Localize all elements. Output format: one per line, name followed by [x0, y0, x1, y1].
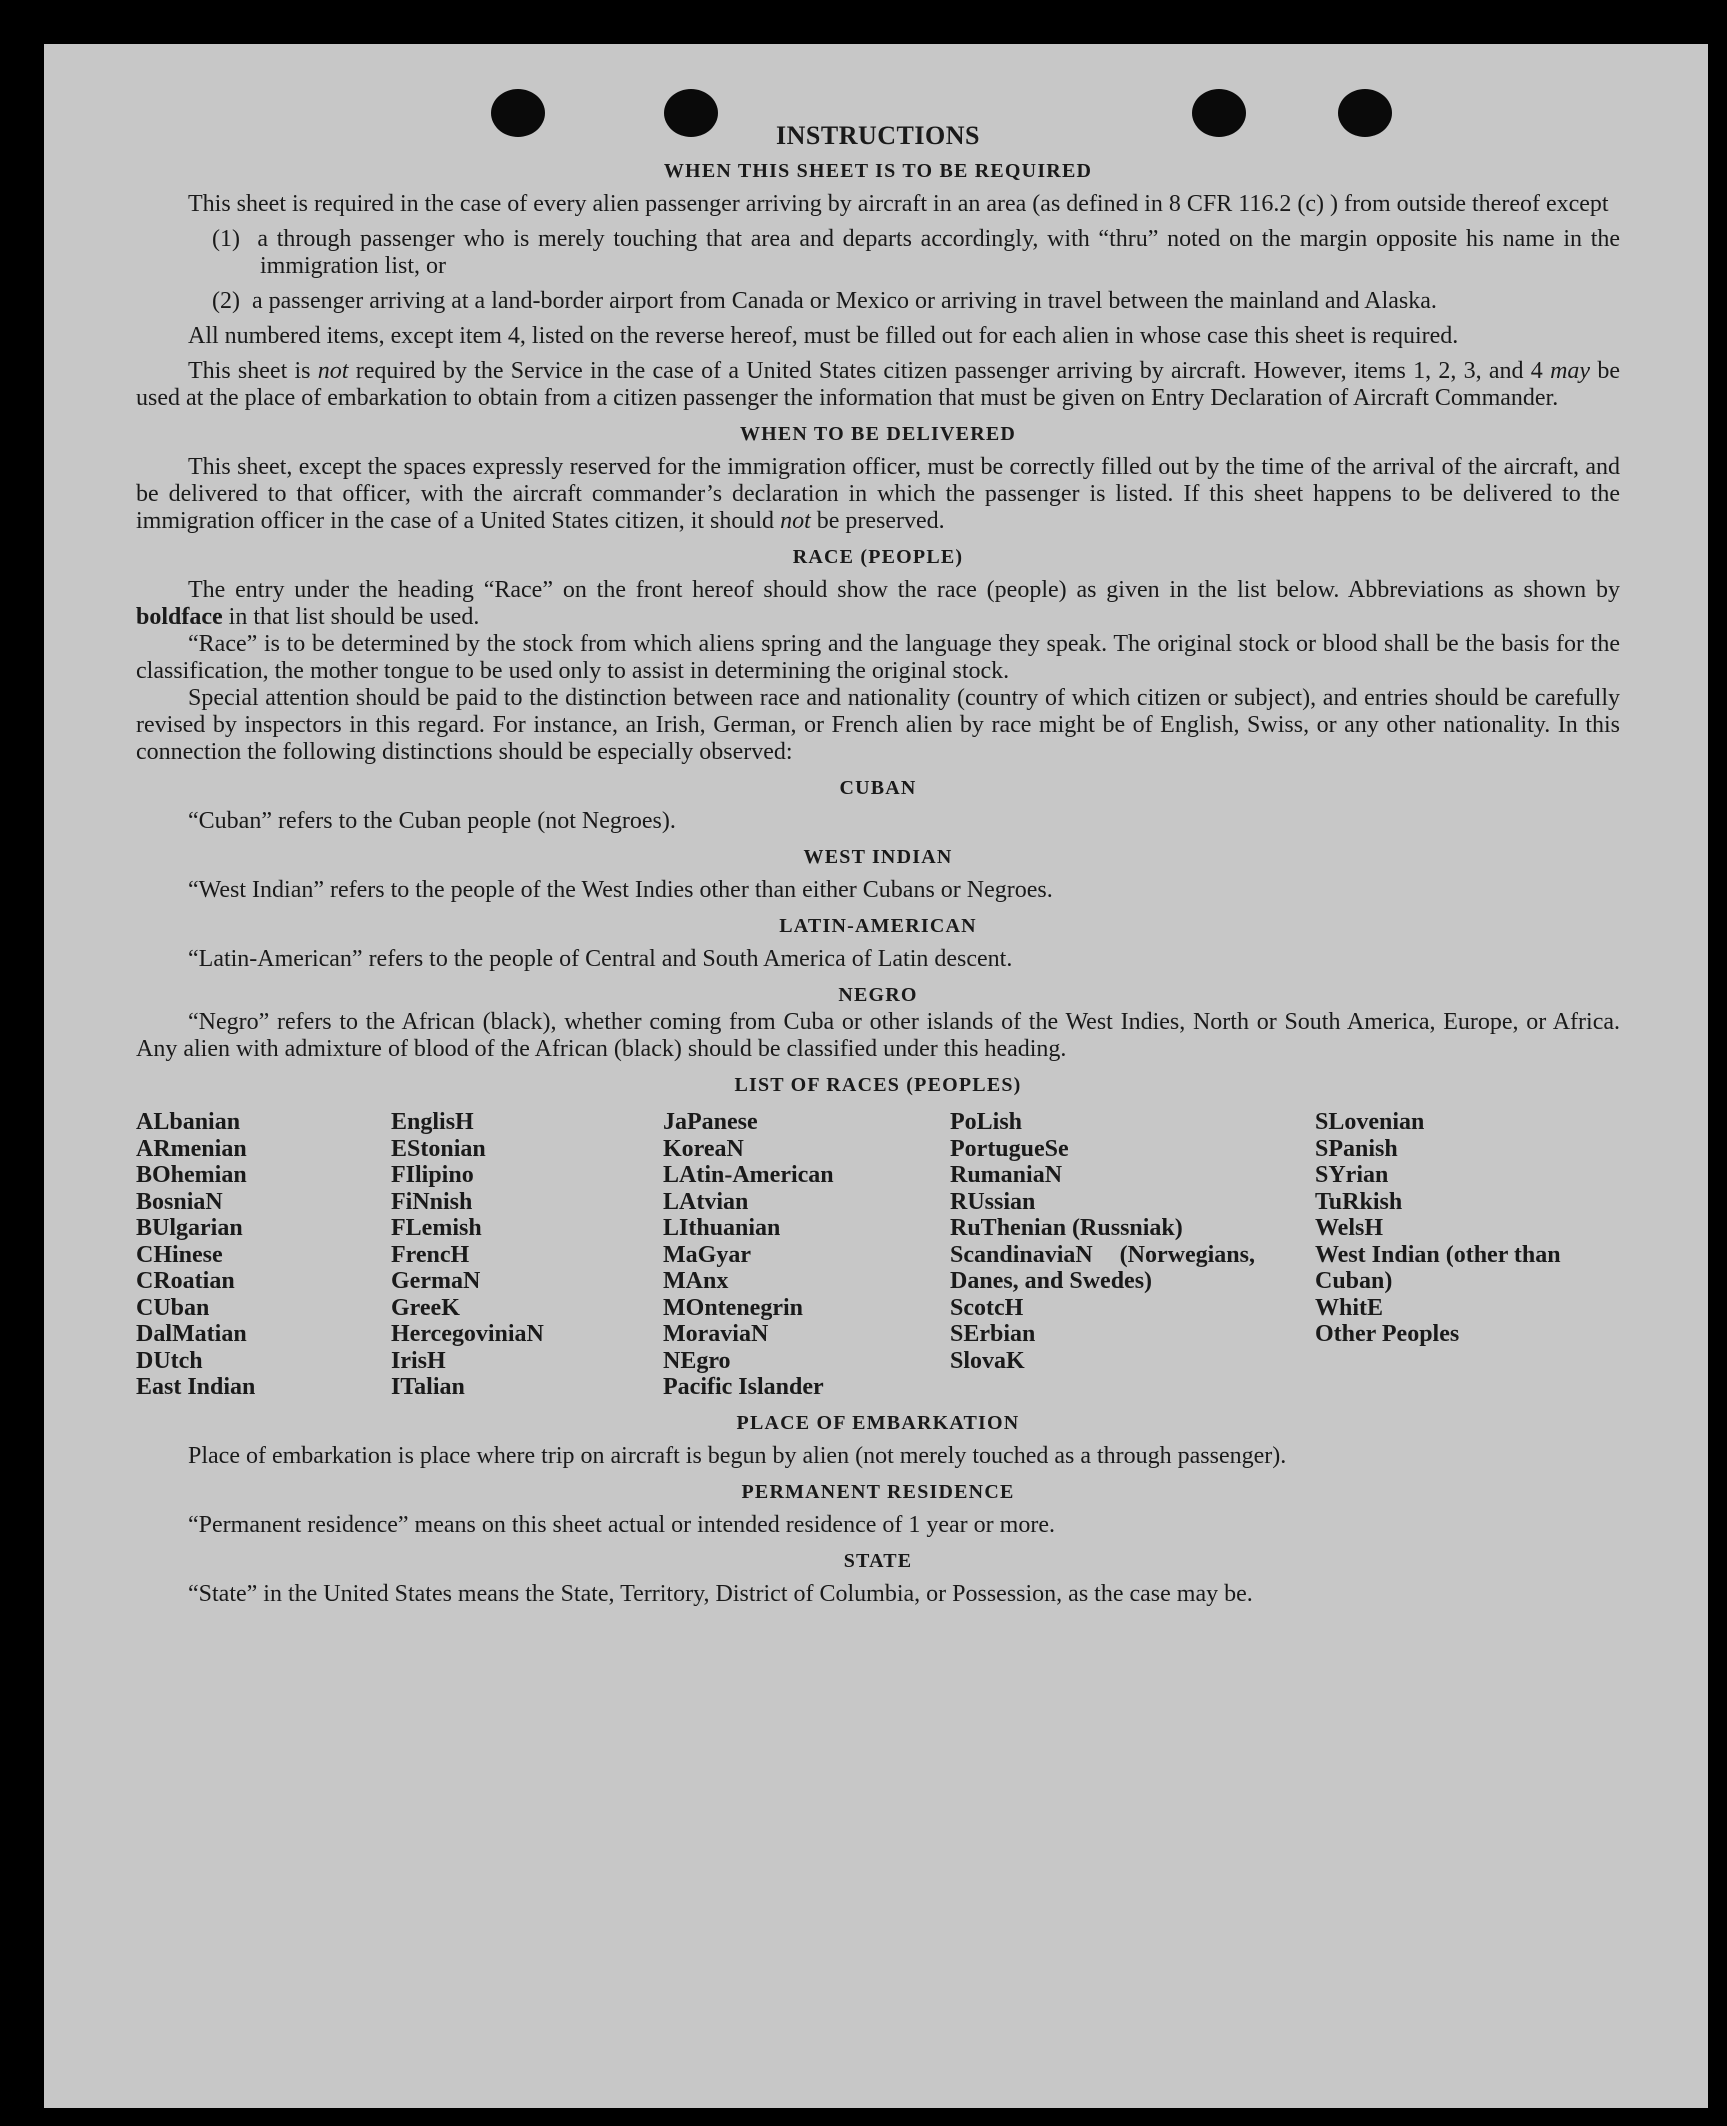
- list-item: DUtch: [136, 1347, 203, 1374]
- list-item: BosniaN: [136, 1188, 223, 1215]
- list-item: RumaniaN: [950, 1162, 1063, 1188]
- list-item: FrencH: [391, 1241, 470, 1268]
- section-heading-cuban: CUBAN: [839, 777, 917, 799]
- list-item: NEgro: [663, 1347, 731, 1374]
- list-item: EnglisH: [391, 1109, 474, 1135]
- list-item: HercegoviniaN: [391, 1321, 544, 1347]
- list-item: PortugueSe: [950, 1135, 1069, 1162]
- paragraph-west-indian: “West Indian” refers to the people of the West Indies other than either Cubans or Negroes.: [188, 877, 1053, 903]
- paragraph-embarkation: Place of embarkation is place where trip on aircraft is begun by alien (not merely touched as a through passenger).: [188, 1442, 1287, 1469]
- list-item: BOhemian: [136, 1162, 247, 1188]
- page-title: INSTRUCTIONS: [776, 121, 980, 150]
- list-item: GermaN: [391, 1268, 481, 1294]
- list-item: LAtin-American: [663, 1162, 834, 1188]
- paragraph-citizen: This sheet is not required by the Service in the case of a United States citizen passenger arriving by aircraft. However, items 1, 2, 3, and 4 may be used at the place of embarkation to obtain from a citizen passenger the information that must be given on Entry Declaration of Aircraft Commander.: [136, 358, 1620, 411]
- section-heading-permanent-residence: PERMANENT RESIDENCE: [741, 1480, 1015, 1503]
- paragraph-cuban: “Cuban” refers to the Cuban people (not Negroes).: [188, 808, 676, 834]
- list-item: SLovenian: [1315, 1109, 1425, 1135]
- list-item: FIlipino: [391, 1162, 474, 1188]
- section-heading-latin-american: LATIN-AMERICAN: [779, 915, 977, 937]
- list-item: KoreaN: [663, 1135, 744, 1162]
- list-item: WelsH: [1315, 1215, 1384, 1241]
- paragraph-state: “State” in the United States means the State, Territory, District of Columbia, or Possession, as the case may be.: [188, 1580, 1253, 1607]
- list-item: West Indian (other than Cuban): [1315, 1241, 1561, 1294]
- list-item: BUlgarian: [136, 1215, 243, 1241]
- paragraph-latin-american: “Latin-American” refers to the people of Central and South America of Latin descent.: [188, 946, 1013, 972]
- section-heading-required: WHEN THIS SHEET IS TO BE REQUIRED: [663, 160, 1093, 182]
- list-item: ScandinaviaN (Norwegians, Danes, and Swedes): [950, 1241, 1255, 1294]
- list-item: East Indian: [136, 1374, 256, 1400]
- list-item: ALbanian: [136, 1109, 241, 1135]
- list-item: WhitE: [1315, 1294, 1384, 1321]
- list-item: ARmenian: [136, 1135, 247, 1162]
- list-item: ITalian: [391, 1374, 465, 1400]
- list-item: CHinese: [136, 1241, 223, 1268]
- races-column-5: [1315, 1109, 1615, 1401]
- instructions-content: [136, 122, 1620, 1616]
- list-item: GreeK: [391, 1294, 460, 1321]
- paragraph-race-entry: The entry under the heading “Race” on the front hereof should show the race (people) as given in the list below. Abbreviations as shown by boldface in that list should be used.: [136, 577, 1620, 630]
- paragraph-race-nationality: Special attention should be paid to the distinction between race and nationality (country of which citizen or subject), and entries should be carefully revised by inspectors in this regard. For instance, an Irish, German, or French alien by race might be of English, Swiss, or any other nationality. In this connection the following distinctions should be especially observed:: [136, 685, 1620, 765]
- paragraph-delivered: This sheet, except the spaces expressly reserved for the immigration officer, must be correctly filled out by the time of the arrival of the aircraft, and be delivered to that officer, with the aircraft commander’s declaration in which the passenger is listed. If this sheet happens to be delivered to the immigration officer in the case of a United States citizen, it should not be preserved.: [136, 454, 1620, 534]
- list-item: MOntenegrin: [663, 1294, 803, 1321]
- list-item: SlovaK: [950, 1347, 1025, 1374]
- list-item: JaPanese: [663, 1109, 758, 1135]
- paragraph-negro: “Negro” refers to the African (black), whether coming from Cuba or other islands of the West Indies, North or South America, Europe, or Africa. Any alien with admixture of blood of the African (black) should be classified under this heading.: [136, 1009, 1620, 1062]
- list-item: LAtvian: [663, 1188, 749, 1215]
- races-column-1: [136, 1109, 391, 1401]
- paragraph-numbered-items: All numbered items, except item 4, listed on the reverse hereof, must be filled out for each alien in whose case this sheet is required.: [188, 323, 1459, 349]
- list-item: PoLish: [950, 1109, 1023, 1135]
- races-list: [136, 1109, 1620, 1401]
- list-item: MoraviaN: [663, 1321, 769, 1347]
- list-item: LIthuanian: [663, 1215, 781, 1241]
- list-item: RUssian: [950, 1188, 1036, 1215]
- list-item: RuThenian (Russniak): [950, 1215, 1183, 1241]
- list-item: IrisH: [391, 1347, 446, 1374]
- section-heading-delivered: WHEN TO BE DELIVERED: [739, 423, 1017, 445]
- document-sheet: [44, 44, 1708, 2108]
- list-item: FiNnish: [391, 1188, 473, 1215]
- section-heading-negro: NEGRO: [838, 984, 918, 1006]
- paragraph-race-stock: “Race” is to be determined by the stock from which aliens spring and the language they speak. The original stock or blood shall be the basis for the classification, the mother tongue to be used only to assist in determining the original stock.: [136, 631, 1620, 684]
- section-heading-races-list: LIST OF RACES (PEOPLES): [734, 1074, 1022, 1096]
- list-item: CUban: [136, 1294, 210, 1321]
- list-item: SErbian: [950, 1321, 1036, 1347]
- races-column-4: [950, 1109, 1315, 1401]
- races-column-3: [663, 1109, 950, 1401]
- list-item: ScotcH: [950, 1294, 1024, 1321]
- list-item: FLemish: [391, 1215, 482, 1241]
- list-item: SPanish: [1315, 1135, 1398, 1162]
- list-item: MaGyar: [663, 1241, 751, 1268]
- paragraph-required: This sheet is required in the case of every alien passenger arriving by aircraft in an area (as defined in 8 CFR 116.2 (c) ) from outside thereof except: [188, 191, 1609, 217]
- list-item: Pacific Islander: [663, 1374, 824, 1400]
- section-heading-west-indian: WEST INDIAN: [803, 846, 953, 868]
- section-heading-embarkation: PLACE OF EMBARKATION: [736, 1411, 1020, 1434]
- list-item: Other Peoples: [1315, 1321, 1460, 1347]
- exception-item-2: (2) a passenger arriving at a land-border airport from Canada or Mexico or arriving in travel between the mainland and Alaska.: [212, 288, 1437, 314]
- section-heading-state: STATE: [843, 1549, 913, 1572]
- list-item: EStonian: [391, 1135, 486, 1162]
- list-item: CRoatian: [136, 1268, 235, 1294]
- list-item: MAnx: [663, 1268, 729, 1294]
- section-heading-race: RACE (PEOPLE): [792, 546, 964, 568]
- exception-item-1: (1) a through passenger who is merely touching that area and departs accordingly, with “thru” noted on the margin opposite his name in the immigration list, or: [212, 226, 1621, 279]
- races-column-2: [391, 1109, 663, 1401]
- list-item: DalMatian: [136, 1321, 247, 1347]
- list-item: SYrian: [1315, 1162, 1389, 1188]
- list-item: TuRkish: [1315, 1188, 1403, 1215]
- paragraph-permanent-residence: “Permanent residence” means on this sheet actual or intended residence of 1 year or more.: [188, 1511, 1055, 1538]
